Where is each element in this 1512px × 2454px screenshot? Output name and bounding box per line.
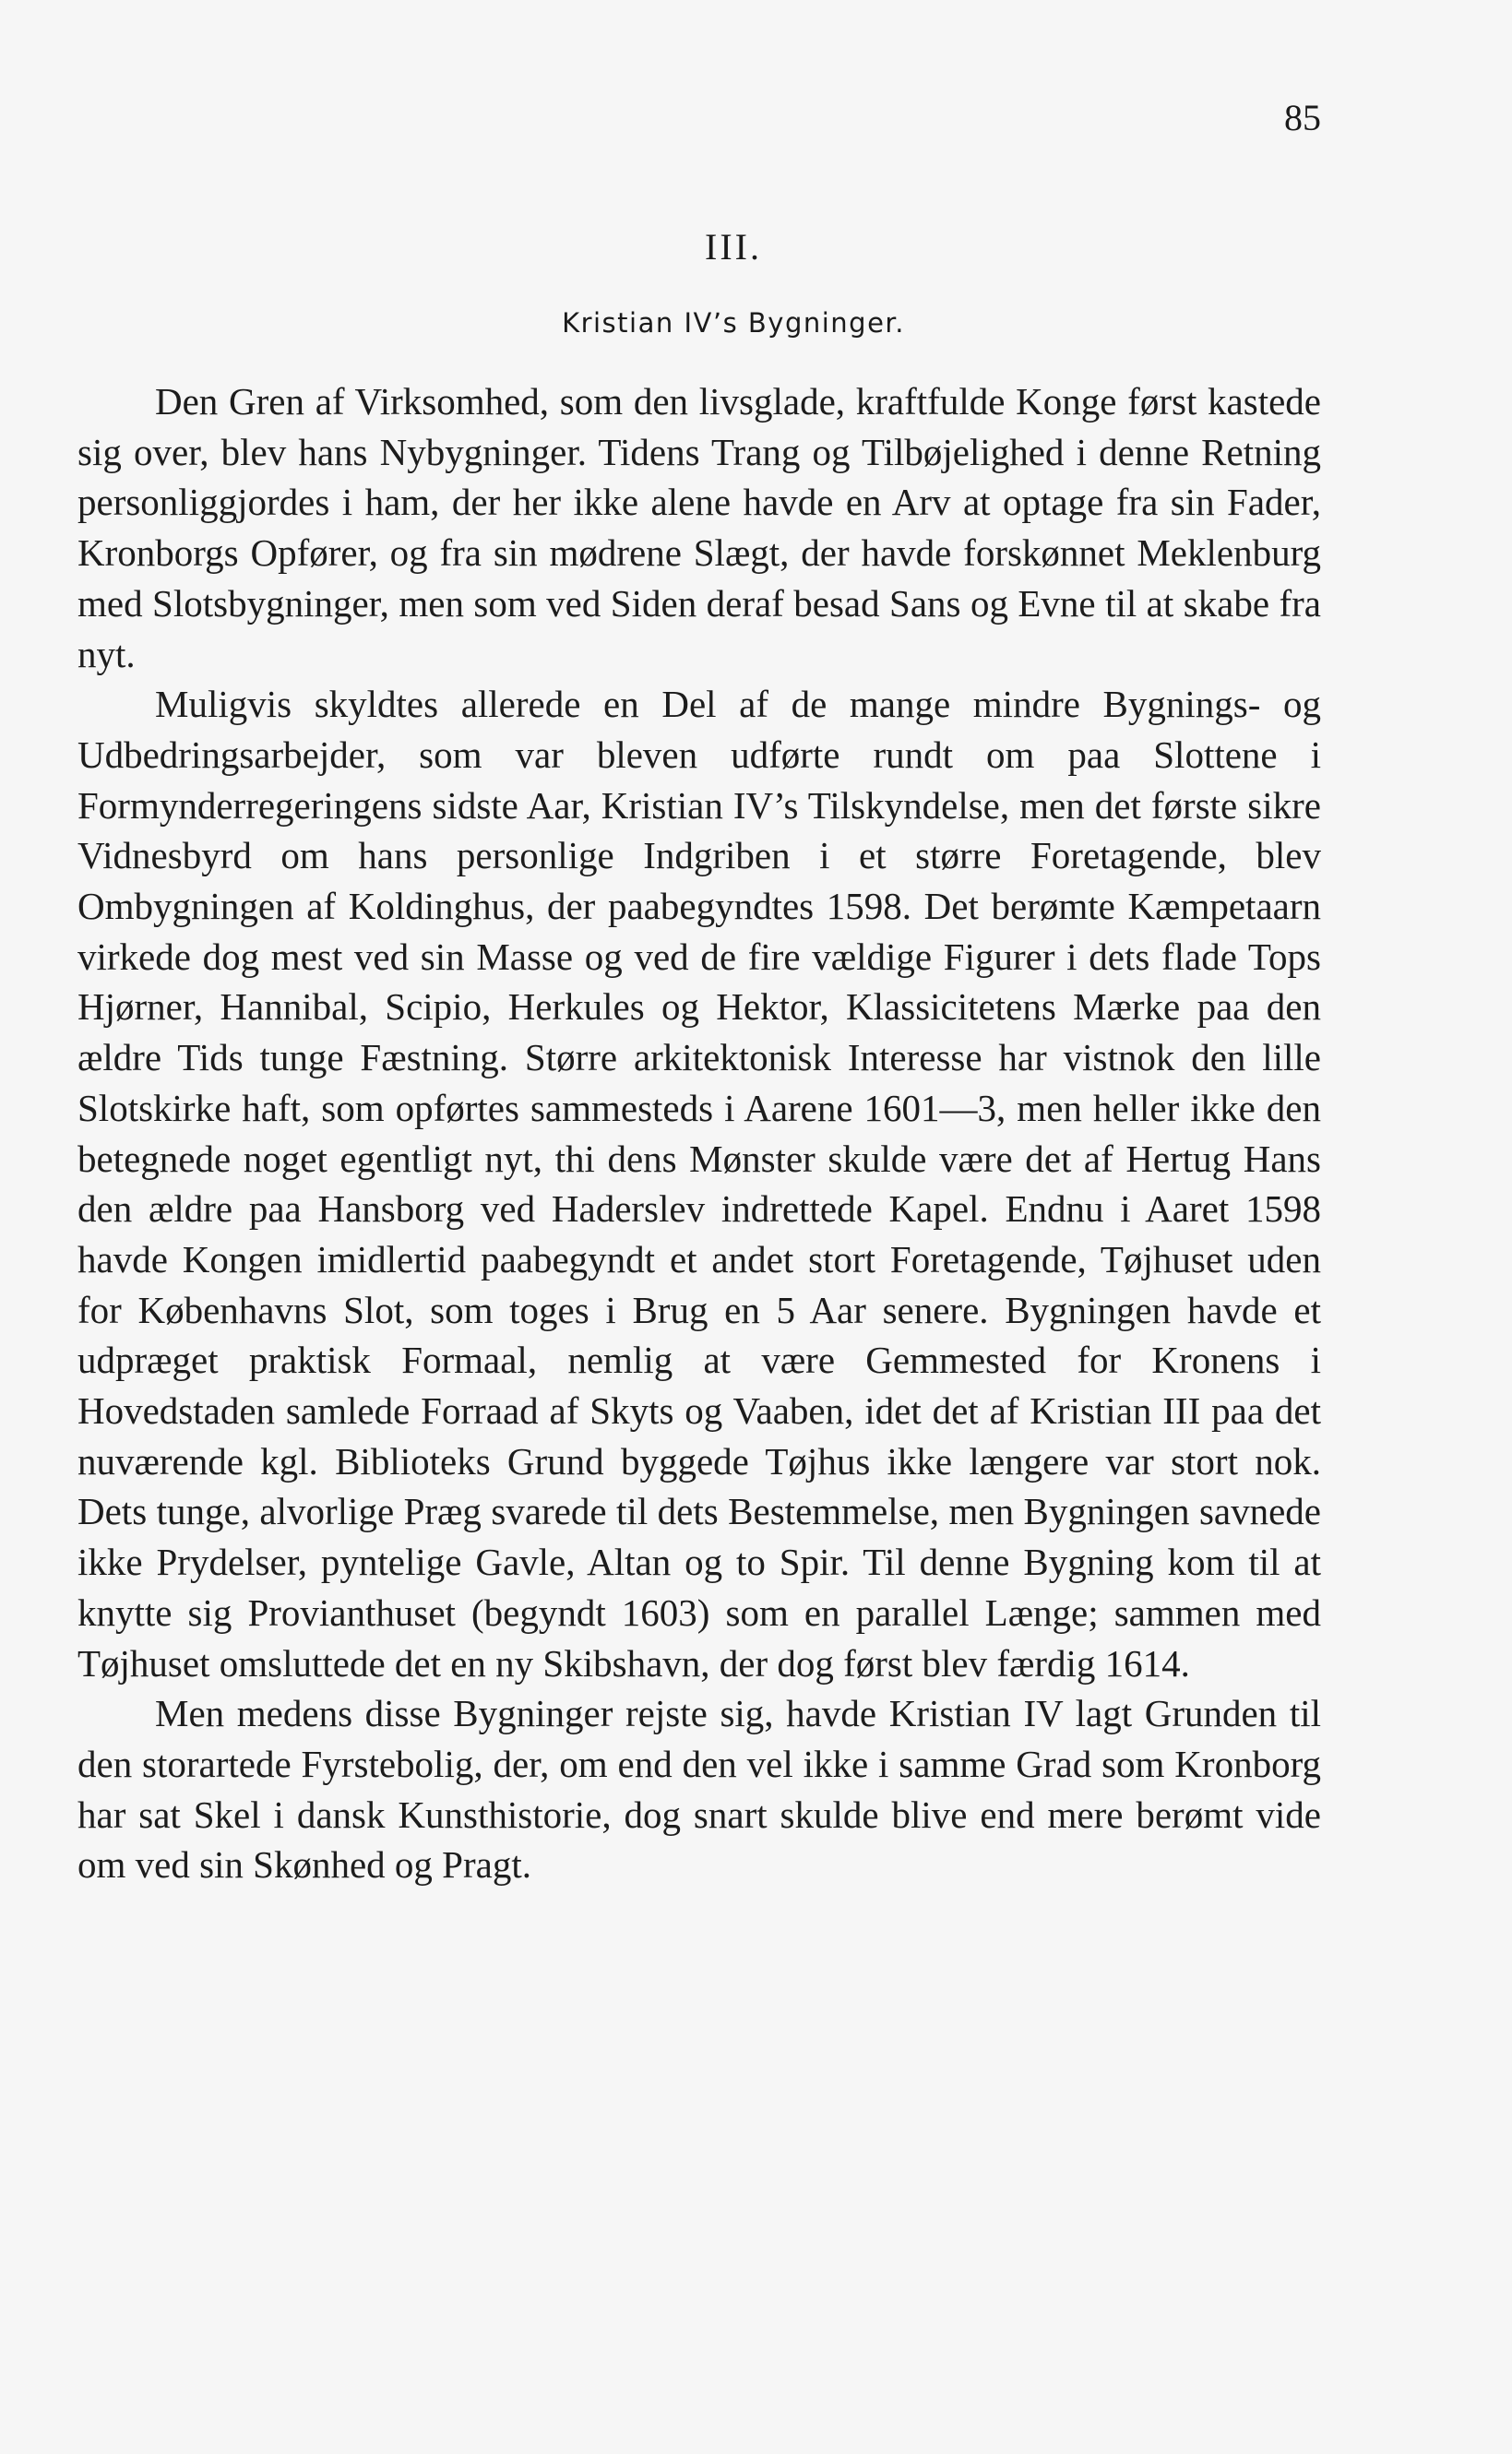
chapter-numeral: III. — [705, 226, 762, 268]
chapter-title: Kristian IV’s Bygninger. — [562, 307, 905, 339]
paragraph: Men medens disse Bygninger rejste sig, havde Kristian IV lagt Grunden til den storartede Fyrstebolig, der, om end den vel ikke i samme Grad som Kronborg har sat Skel i dansk Kunsthistorie, dog snart skulde blive end mere berømt vide om ved sin Skønhed og Pragt. — [77, 1692, 1321, 1887]
page-number: 85 — [1284, 97, 1321, 138]
body-text — [77, 376, 1321, 1890]
paragraph: Muligvis skyldtes allerede en Del af de mange mindre Bygnings- og Udbedringsarbejder, som var bleven udførte rundt om paa Slottene i Formynderregeringens sidste Aar, Kristian IV’s Tilskyndelse, men det første sikre Vidnesbyrd om hans personlige Indgriben i et større Foretagende, blev Ombygningen af Koldinghus, der paabegyndtes 1598. Det berømte Kæmpetaarn virkede dog mest ved sin Masse og ved de fire vældige Figurer i dets flade Tops Hjørner, Hannibal, Scipio, Herkules og Hektor, Klassicitetens Mærke paa den ældre Tids tunge Fæstning. Større arkitektonisk Interesse har vistnok den lille Slotskirke haft, som opførtes sammesteds i Aarene 1601—3, men heller ikke den betegnede noget egentligt nyt, thi dens Mønster skulde være det af Hertug Hans den ældre paa Hansborg ved Haderslev indrettede Kapel. Endnu i Aaret 1598 havde Kongen imidlertid paabegyndt et andet stort Foretagende, Tøjhuset uden for Københavns Slot, som toges i Brug en 5 Aar senere. Bygningen havde et udpræget praktisk Formaal, nemlig at være Gemmested for Kronens i Hovedstaden samlede Forraad af Skyts og Vaaben, idet det af Kristian III paa det nuværende kgl. Biblioteks Grund byggede Tøjhus ikke længere var stort nok. Dets tunge, alvorlige Præg svarede til dets Bestemmelse, men Bygningen savnede ikke Prydelser, pyntelige Gavle, Altan og to Spir. Til denne Bygning kom til at knytte sig Provianthuset (begyndt 1603) som en parallel Længe; sammen med Tøjhuset omsluttede det en ny Skibshavn, der dog først blev færdig 1614. — [77, 683, 1321, 1685]
paragraph: Den Gren af Virksomhed, som den livsglade, kraftfulde Konge først kastede sig over, blev hans Nybygninger. Tidens Trang og Tilbøjelighed i denne Retning personliggjordes i ham, der her ikke alene havde en Arv at optage fra sin Fader, Kronborgs Opfører, og fra sin mødrene Slægt, der havde forskønnet Meklenburg med Slotsbygninger, men som ved Siden deraf besad Sans og Evne til at skabe fra nyt. — [77, 380, 1321, 675]
